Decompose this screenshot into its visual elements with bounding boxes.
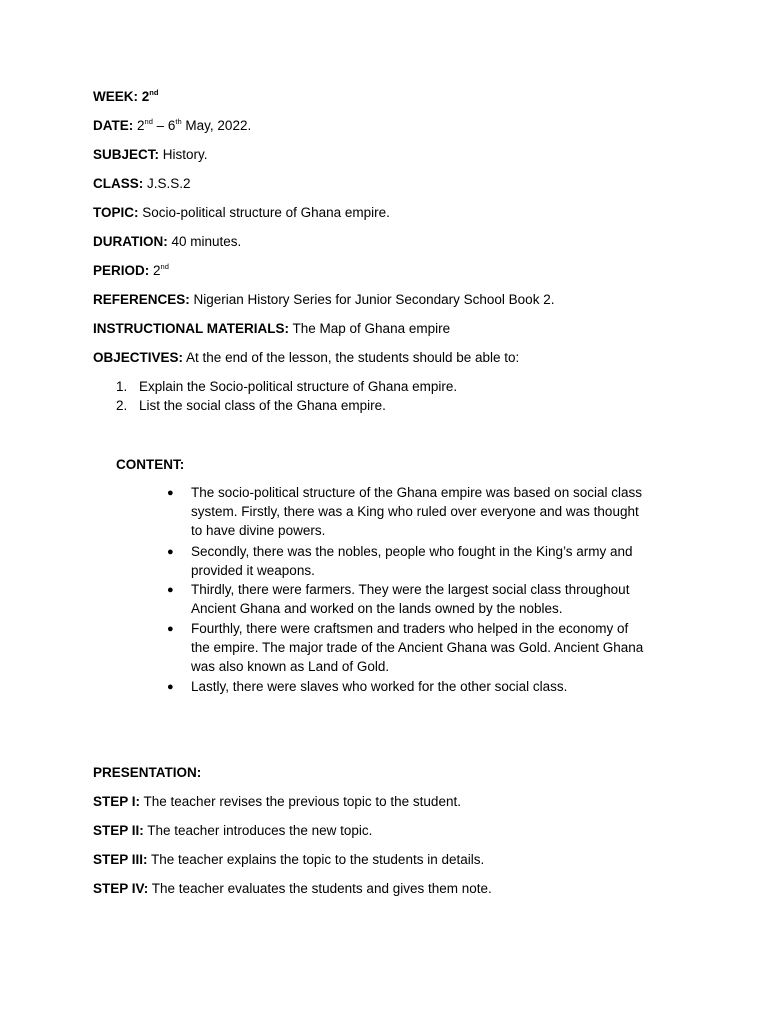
content-item-1-line-2: system. Firstly, there was a King who ruled over everyone and was thought bbox=[191, 504, 639, 519]
presentation-heading bbox=[93, 765, 201, 781]
date-start: 2 bbox=[137, 118, 145, 133]
step-1-line bbox=[93, 794, 461, 810]
content-item-2-line-2: provided it weapons. bbox=[191, 563, 315, 578]
content-item-5-line-1: Lastly, there were slaves who worked for the other social class. bbox=[191, 679, 568, 694]
date-label: DATE: bbox=[93, 118, 134, 133]
presentation-heading-text: PRESENTATION: bbox=[93, 765, 202, 780]
week-value: 2 bbox=[141, 89, 150, 104]
period-label: PERIOD: bbox=[93, 263, 150, 278]
duration-label: DURATION: bbox=[93, 234, 168, 249]
content-item-3-line-1: Thirdly, there were farmers. They were the largest social class throughout bbox=[191, 582, 630, 597]
period-line bbox=[93, 263, 169, 279]
class-label: CLASS: bbox=[93, 176, 144, 191]
bullet-icon: ● bbox=[167, 487, 174, 499]
step-1-label: STEP I: bbox=[93, 794, 141, 809]
week-label: WEEK: bbox=[93, 89, 138, 104]
references-value: Nigerian History Series for Junior Secondary School Book 2. bbox=[193, 292, 555, 307]
topic-value: Socio-political structure of Ghana empire. bbox=[142, 205, 390, 220]
step-3-label: STEP III: bbox=[93, 852, 148, 867]
date-mid: – 6 bbox=[152, 118, 176, 133]
materials-line bbox=[93, 321, 450, 337]
objective-1-number: 1. bbox=[116, 379, 128, 394]
objectives-line bbox=[93, 350, 519, 366]
step-2-line bbox=[93, 823, 372, 839]
step-4-line bbox=[93, 881, 492, 897]
date-end-sup: th bbox=[175, 117, 182, 126]
content-item-1-line-3: to have divine powers. bbox=[191, 523, 326, 538]
step-2-label: STEP II: bbox=[93, 823, 144, 838]
topic-line bbox=[93, 205, 390, 221]
bullet-icon: ● bbox=[167, 584, 174, 596]
step-3-text: The teacher explains the topic to the students in details. bbox=[151, 852, 485, 867]
objectives-value: At the end of the lesson, the students should be able to: bbox=[186, 350, 520, 365]
class-line bbox=[93, 176, 191, 192]
content-item-4-line-2: the empire. The major trade of the Ancient Ghana was Gold. Ancient Ghana bbox=[191, 640, 644, 655]
period-sup: nd bbox=[160, 262, 169, 271]
date-line bbox=[93, 118, 251, 134]
materials-label: INSTRUCTIONAL MATERIALS: bbox=[93, 321, 289, 336]
materials-value: The Map of Ghana empire bbox=[292, 321, 451, 336]
class-value: J.S.S.2 bbox=[147, 176, 191, 191]
step-2-text: The teacher introduces the new topic. bbox=[147, 823, 373, 838]
content-item-1-line-1: The socio-political structure of the Ghana empire was based on social class bbox=[191, 485, 642, 500]
duration-value: 40 minutes. bbox=[171, 234, 242, 249]
step-4-label: STEP IV: bbox=[93, 881, 149, 896]
content-item-2-line-1: Secondly, there was the nobles, people who fought in the King’s army and bbox=[191, 544, 633, 559]
references-label: REFERENCES: bbox=[93, 292, 190, 307]
bullet-icon: ● bbox=[167, 546, 174, 558]
subject-line bbox=[93, 147, 208, 163]
date-end: May, 2022. bbox=[181, 118, 252, 133]
step-3-line bbox=[93, 852, 484, 868]
duration-line bbox=[93, 234, 241, 250]
objective-2-number: 2. bbox=[116, 398, 128, 413]
step-4-text: The teacher evaluates the students and gives them note. bbox=[151, 881, 492, 896]
content-item-4-line-1: Fourthly, there were craftsmen and traders who helped in the economy of bbox=[191, 621, 629, 636]
content-item-4-line-3: was also known as Land of Gold. bbox=[191, 659, 390, 674]
topic-label: TOPIC: bbox=[93, 205, 139, 220]
subject-value: History. bbox=[162, 147, 208, 162]
objectives-label: OBJECTIVES: bbox=[93, 350, 184, 365]
content-heading-text: CONTENT: bbox=[116, 457, 185, 472]
objective-2-text: List the social class of the Ghana empire. bbox=[139, 398, 386, 413]
references-line bbox=[93, 292, 554, 308]
week-line bbox=[93, 89, 158, 105]
date-start-sup: nd bbox=[144, 117, 153, 126]
bullet-icon: ● bbox=[167, 681, 174, 693]
objective-1-text: Explain the Socio-political structure of Ghana empire. bbox=[139, 379, 458, 394]
content-item-3-line-2: Ancient Ghana and worked on the lands owned by the nobles. bbox=[191, 601, 563, 616]
step-1-text: The teacher revises the previous topic to the student. bbox=[143, 794, 461, 809]
content-heading bbox=[116, 457, 184, 473]
bullet-icon: ● bbox=[167, 623, 174, 635]
period-value: 2 bbox=[153, 263, 161, 278]
subject-label: SUBJECT: bbox=[93, 147, 160, 162]
week-sup: nd bbox=[149, 88, 159, 97]
